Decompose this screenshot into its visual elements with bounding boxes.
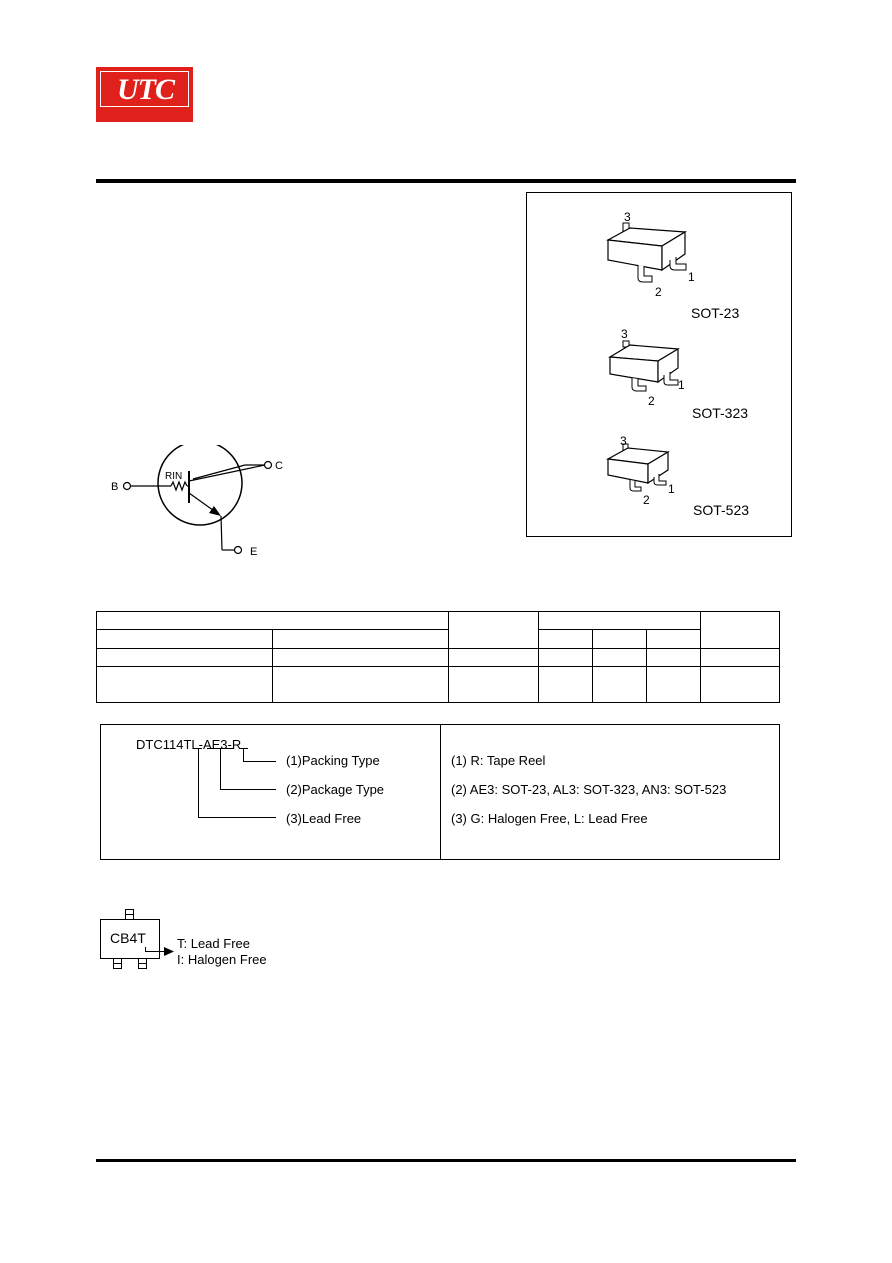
sot323-label: SOT-323 [692, 405, 749, 421]
equivalent-circuit [105, 445, 290, 565]
part-number-code: DTC114TL-AE3-R [136, 737, 242, 752]
part-number-leader-lines [190, 748, 290, 823]
header-rule [96, 179, 796, 183]
sot323-pin1: 1 [678, 378, 685, 392]
sot323-package-drawing [600, 330, 710, 410]
sot23-pin3: 3 [624, 210, 631, 224]
packing-type-description: (1) R: Tape Reel [451, 753, 546, 768]
package-type-label: (2)Package Type [286, 782, 385, 797]
sot523-pin2: 2 [643, 493, 650, 507]
footer-rule [96, 1159, 796, 1162]
logo-text: UTC [117, 73, 174, 106]
ordering-table [96, 611, 780, 703]
logo-frame [100, 71, 189, 107]
emitter-label: E [250, 546, 258, 558]
sot523-package-drawing [600, 434, 710, 504]
marking-code: CB4T [110, 930, 146, 946]
sot523-pin3: 3 [620, 434, 627, 448]
packing-type-label: (1)Packing Type [286, 753, 380, 768]
sot523-pin1: 1 [668, 482, 675, 496]
sot23-pin1: 1 [688, 270, 695, 284]
package-type-description: (2) AE3: SOT-23, AL3: SOT-323, AN3: SOT-523 [451, 782, 727, 797]
sot23-pin2: 2 [655, 285, 662, 299]
marking-legend-halogen-free: I: Halogen Free [177, 952, 267, 967]
lead-free-description: (3) G: Halogen Free, L: Lead Free [451, 811, 648, 826]
sot323-pin2: 2 [648, 394, 655, 408]
lead-free-label: (3)Lead Free [286, 811, 362, 826]
base-label: B [111, 481, 119, 493]
marking-legend-lead-free: T: Lead Free [177, 936, 250, 951]
sot23-label: SOT-23 [691, 305, 740, 321]
sot523-label: SOT-523 [693, 502, 750, 518]
part-number-divider [440, 724, 441, 860]
resistor-label: RIN [165, 471, 183, 482]
sot323-pin3: 3 [621, 327, 628, 341]
collector-label: C [275, 460, 283, 472]
utc-logo [96, 67, 193, 122]
